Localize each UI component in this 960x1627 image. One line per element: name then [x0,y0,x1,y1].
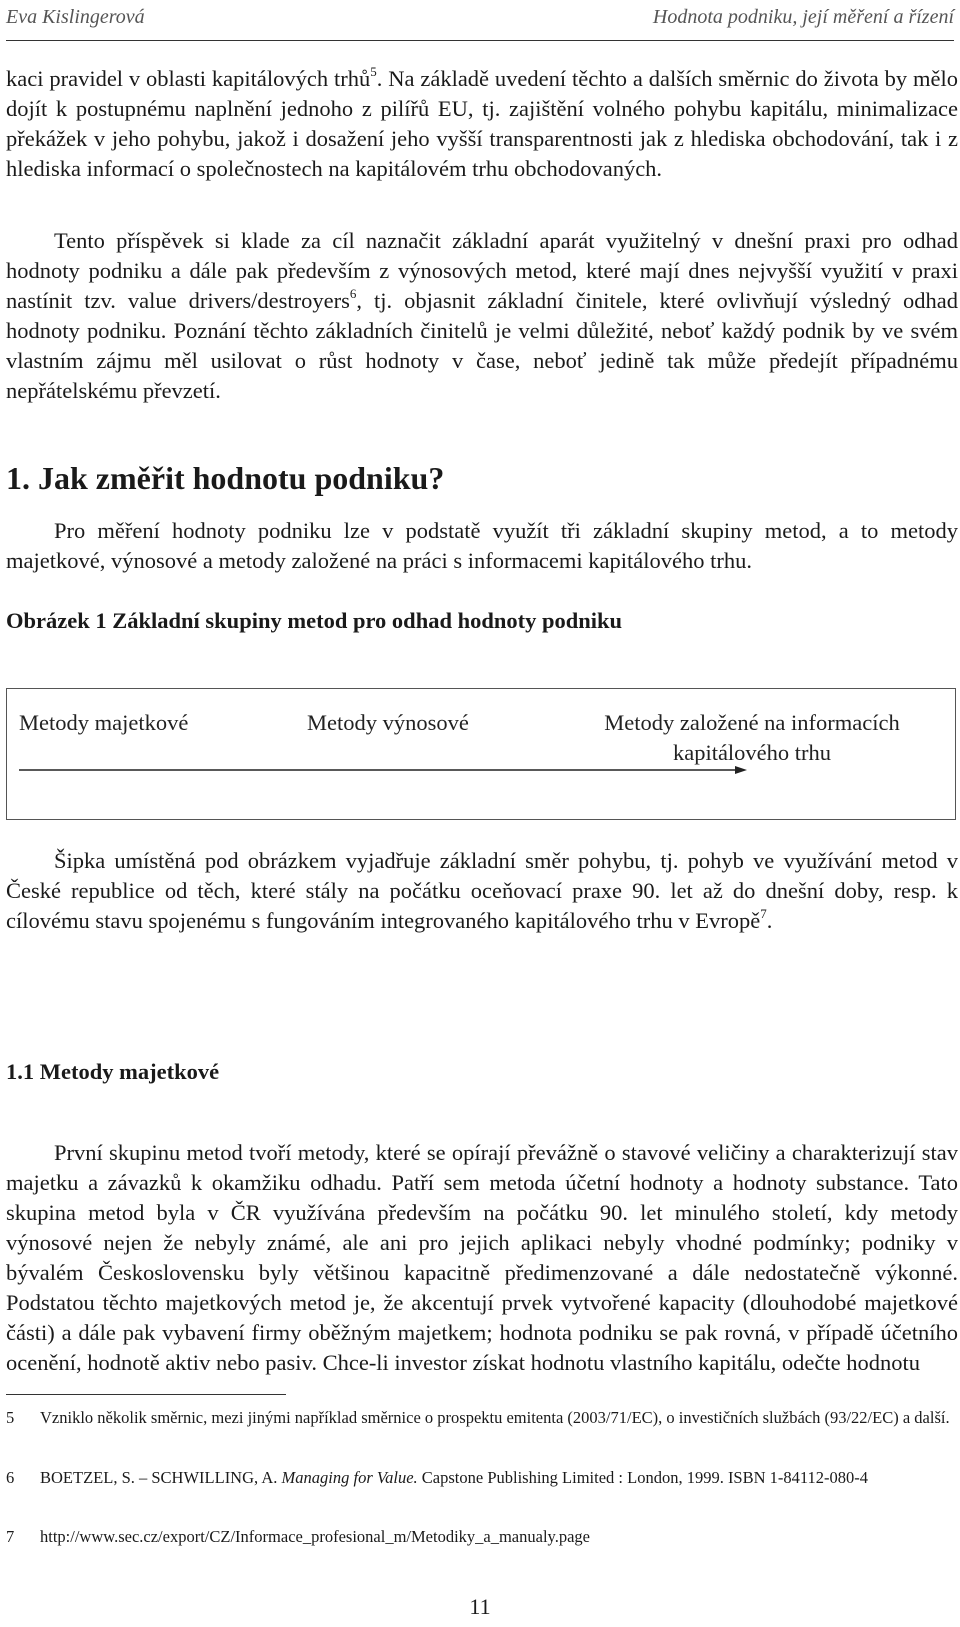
paragraph-2-text-b: , tj. objasnit základní činitele, které ovlivňují výsledný odhad hodnoty podniku. Poznání těchto základních činitelů je velmi důležité, neboť každý podnik by ve svém vlastním zájmu měl usilovat o růst hodnoty v čase, neboť jedině tak může předejít případnému nepřátelskému převzetí. [6,288,958,403]
paragraph-3: Pro měření hodnoty podniku lze v podstatě využít tři základní skupiny metod, a to metody majetkové, výnosové a metody založené na práci s informacemi kapitálového trhu. [6,518,958,573]
paragraph-5: První skupinu metod tvoří metody, které se opírají převážně o stavové veličiny a charakterizují stav majetku a závazků k okamžiku odhadu. Patří sem metoda účetní hodnoty a hodnoty substance. Tato skupina metod byla v ČR využívána především na počátku 90. let minulého století, kdy metody výnosové nejen že nebyly známé, ale ani pro jejich aplikaci nebyly vhodné podmínky; podniky v bývalém Československu byly většinou kapacitně předimenzované a dále nedostatečně výkonné. Podstatou těchto majetkových metod je, že akcentují prvek vytvořené kapacity (dlouhodobé majetkové části) a dále pak vybavení firmy oběžným majetkem; hodnota podniku se pak rovná, v případě účetního ocenění, hodnotě aktiv nebo pasiv. Chce-li investor získat hodnotu vlastního kapitálu, odečte hodnotu [6,1140,958,1375]
footnote-7-link[interactable]: http://www.sec.cz/export/CZ/Informace_profesional_m/Metodiky_a_manualy.page [40,1527,590,1546]
footnote-5 [6,1405,958,1457]
diagram-label-market-line1: Metody založené na informacích [604,710,900,735]
methods-diagram [6,688,956,820]
footnote-6-text [40,1465,958,1491]
footnote-6-publisher: Capstone Publishing Limited : London, 1999. ISBN 1-84112-080-4 [417,1468,869,1487]
running-header [6,0,954,41]
page-number: 11 [469,1594,491,1619]
footnote-divider [6,1394,286,1395]
paragraph-2 [6,226,958,406]
direction-arrow-icon [19,763,749,777]
diagram-label-asset-methods: Metody majetkové [19,710,189,735]
footnote-ref-5[interactable]: 5 [370,63,377,79]
paragraph-4-text-b: . [766,908,773,933]
diagram-label-income-methods: Metody výnosové [307,710,469,735]
footnote-5-text: Vzniklo několik směrnic, mezi jinými například směrnice o prospektu emitenta (2003/71/EC), o investičních službách (93/22/EC) a další. [40,1408,950,1427]
paragraph-1-text-b: . Na základě uvedení těchto a dalších směrnic do života by mělo dojít k postupnému naplnění jednoho z pilířů EU, tj. zajištění volného pohybu kapitálu, minimalizace překážek v jeho pohybu, jakož i dosažení jeho vyšší transparentnosti jak z hlediska obchodování, tak i z hlediska informací o společnostech na kapitálovém trhu obchodovaných. [6,66,958,181]
header-title: Hodnota podniku, její měření a řízení [652,6,954,28]
footnote-6 [6,1465,958,1517]
diagram-label-market-line2: kapitálového trhu [672,740,832,765]
footnote-6-number: 6 [6,1468,15,1487]
footnote-5-number: 5 [6,1408,15,1427]
footnote-7 [6,1524,958,1552]
footnote-6-book-title: Managing for Value. [281,1468,418,1487]
section-heading: 1. Jak změřit hodnotu podniku? [6,460,445,496]
subsection-heading: 1.1 Metody majetkové [6,1059,220,1084]
diagram-label-market-methods [577,708,927,768]
paragraph-4-text-a: Šipka umístěná pod obrázkem vyjadřuje základní směr pohybu, tj. pohyb ve využívání metod v České republice od těch, které stály na počátku oceňovací praxe 90. let až do dnešní doby, resp. k cílovému stavu spojenému s fungováním integrovaného kapitálového trhu v Evropě [6,848,958,933]
footnote-7-number: 7 [6,1527,15,1546]
footnote-6-authors: BOETZEL, S. – SCHWILLING, A. [40,1468,282,1487]
paragraph-1-text-a: kaci pravidel v oblasti kapitálových trhů [6,66,371,91]
footnote-ref-7[interactable]: 7 [760,905,767,921]
footnote-ref-6[interactable]: 6 [349,285,357,301]
figure-title: Obrázek 1 Základní skupiny metod pro odhad hodnoty podniku [6,608,623,633]
header-author: Eva Kislingerová [6,6,145,28]
paragraph-1 [6,64,958,184]
paragraph-4 [6,846,958,936]
paragraph-2-text-a: Tento příspěvek si klade za cíl naznačit základní aparát využitelný v dnešní praxi pro odhad hodnoty podniku a dále pak především z výnosových metod, které mají dnes nejvyšší využití v praxi nastínit tzv. value drivers/destroyers [6,228,958,313]
